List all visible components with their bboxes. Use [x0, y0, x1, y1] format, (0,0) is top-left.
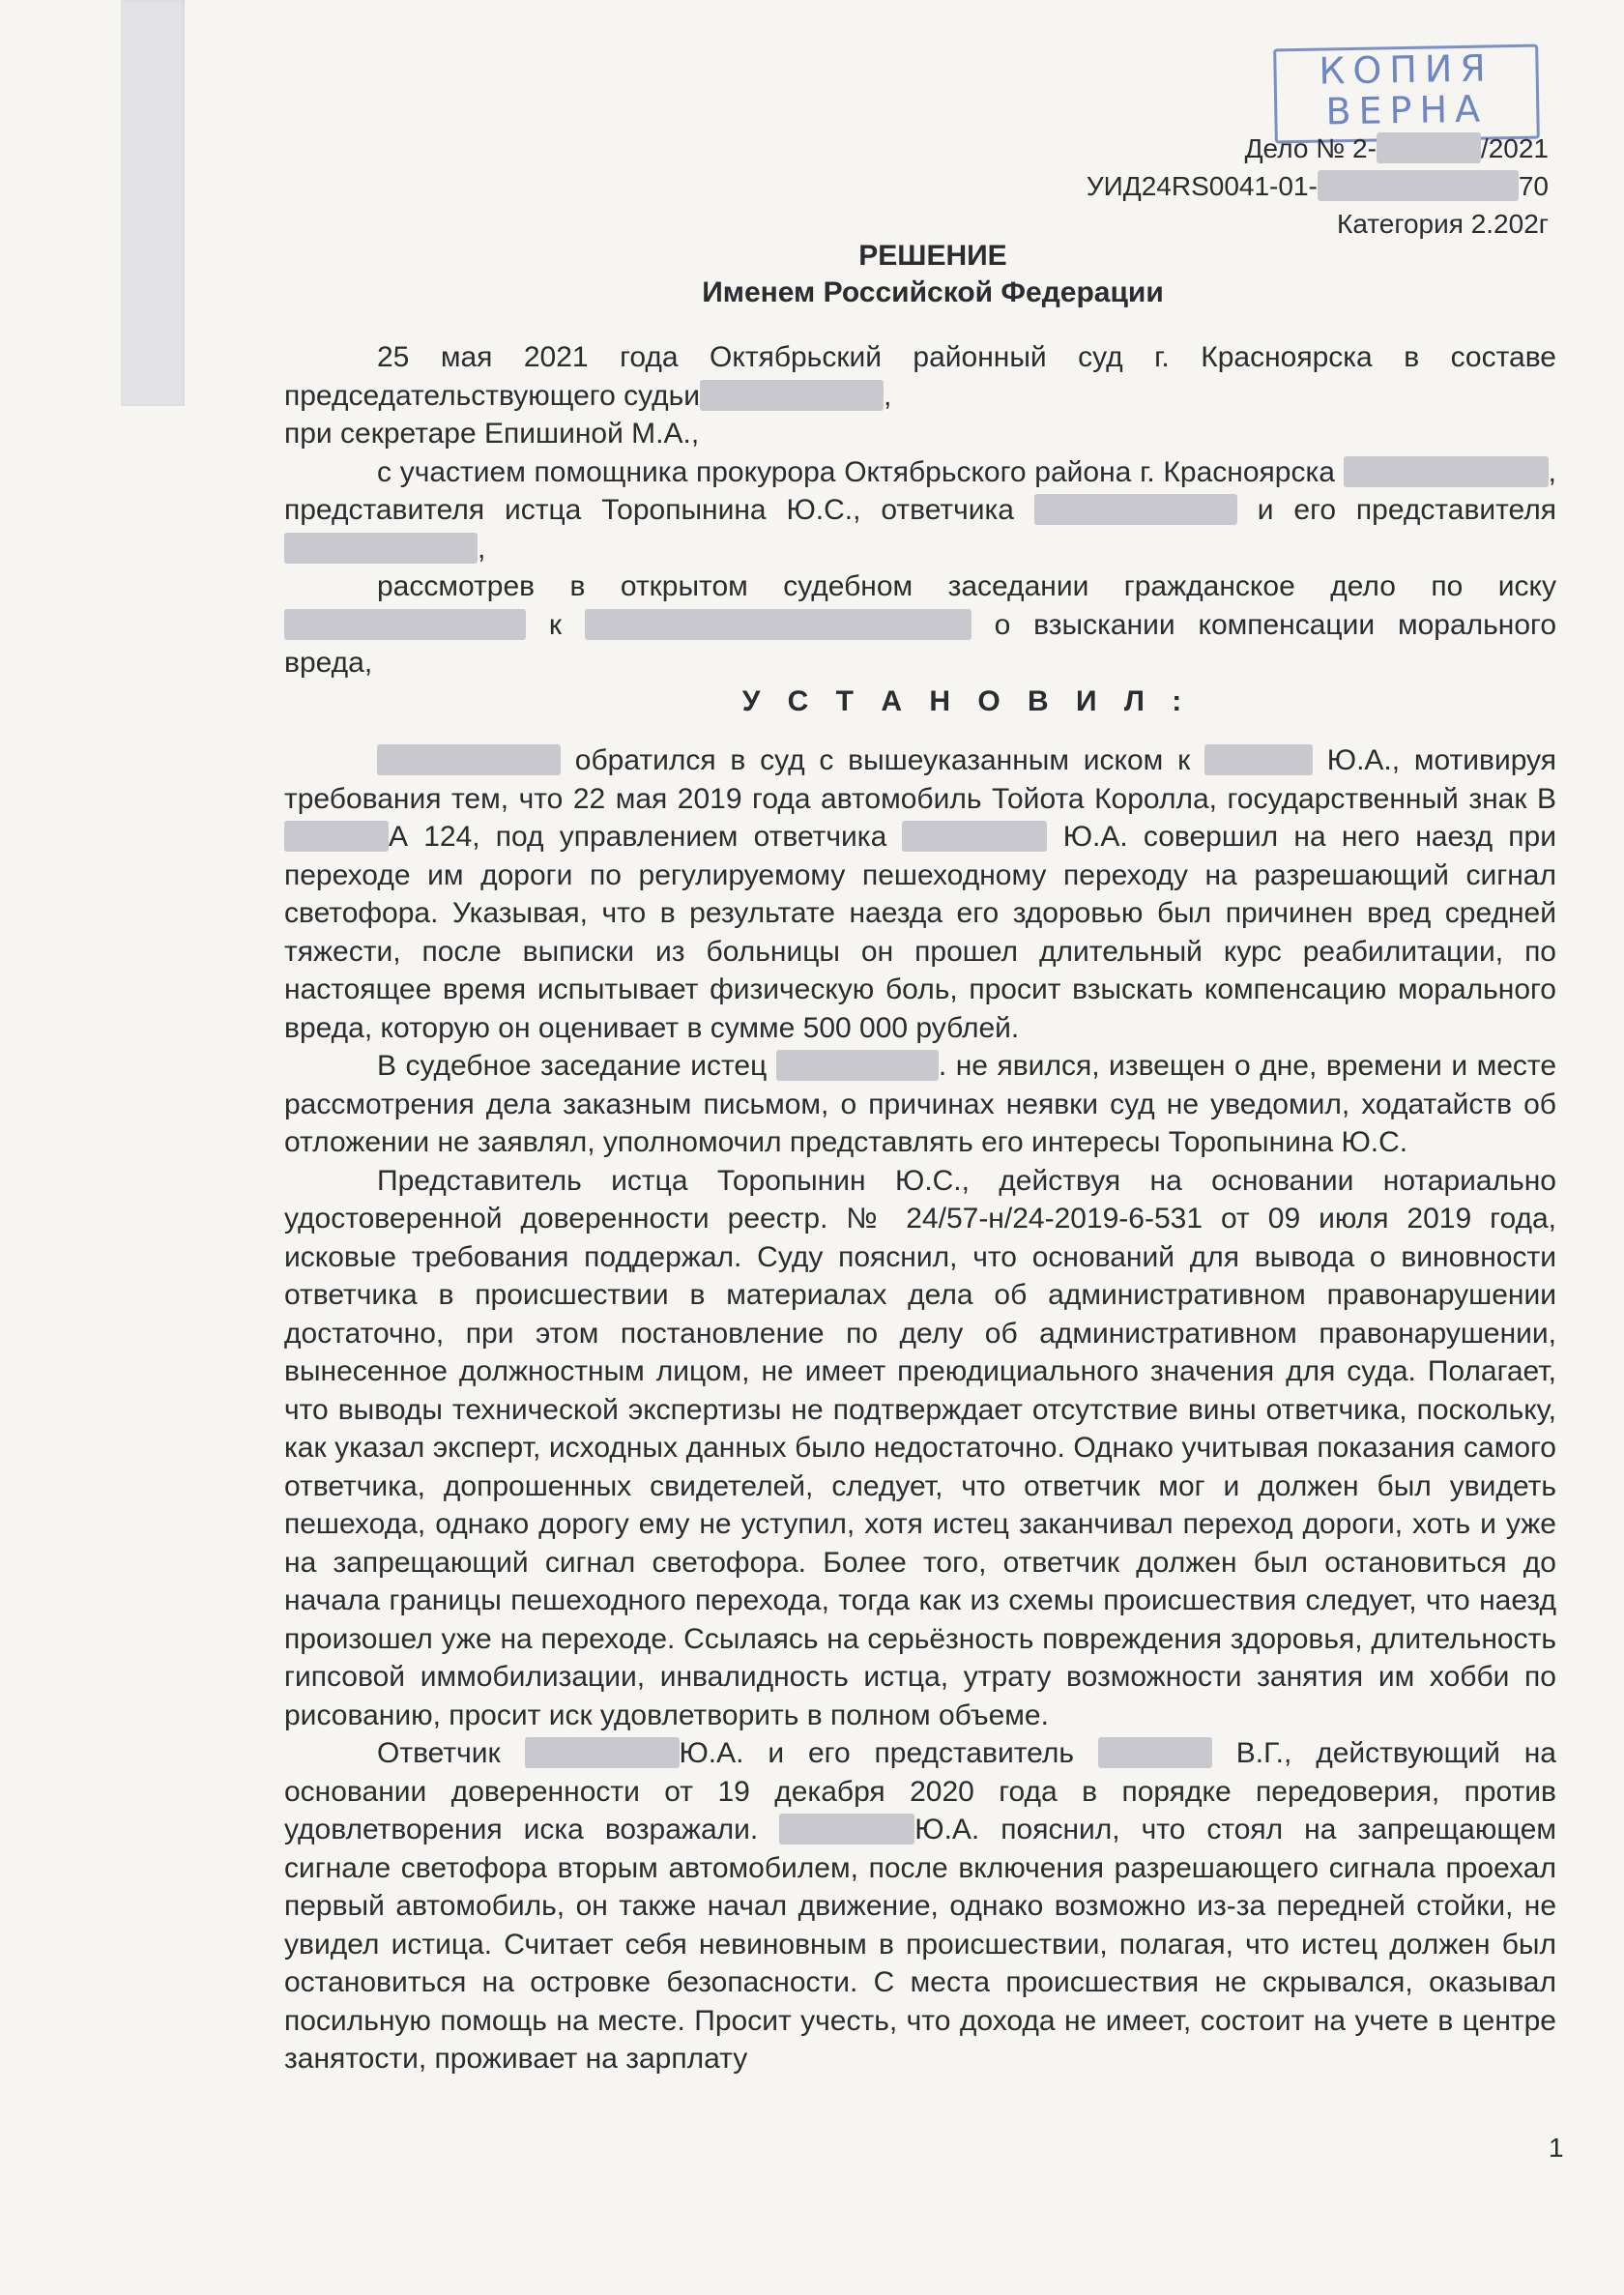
- paper-tab: [121, 0, 185, 406]
- redaction: [1344, 456, 1549, 487]
- uid-prefix: УИД24RS0041-01-: [1086, 171, 1318, 201]
- text: с участием помощника прокурора Октябрьского района г. Красноярска: [377, 455, 1335, 488]
- redaction: [1204, 744, 1313, 775]
- decision-subtitle: Именем Российской Федерации: [702, 276, 1164, 308]
- text: А 124, под управлением ответчика: [389, 821, 887, 853]
- redaction: [1377, 132, 1481, 163]
- case-number-prefix: Дело № 2-: [1244, 133, 1377, 163]
- text: Ю.А. пояснил, что стоял на запрещающем сигнале светофора вторым автомобилем, после включения разрешающего сигнала проехал первый автомобиль, он также начал движение, однако возможно из-за передней стойки, не увидел истица. Считает себя невиновным в происшествии, полагая, что истец должен был остановиться на островке безопасности. С места происшествия не скрывался, оказывал посильную помощь на месте. Просит учесть, что дохода не имеет, состоит на учете в центре занятости, проживает на зарплату: [284, 1814, 1557, 2075]
- redaction: [284, 821, 389, 852]
- claim-paragraph: [284, 741, 1556, 1047]
- case-number: [1245, 130, 1549, 167]
- text: ,: [478, 532, 486, 565]
- redaction: [377, 744, 561, 775]
- redaction: [776, 1050, 939, 1081]
- text: Ответчик: [377, 1737, 501, 1769]
- text: В.Г., действующий на основании доверенности от 19 декабря 2020 года в порядке передоверия, против удовлетворения иска возражали.: [284, 1737, 1556, 1845]
- decision-title: РЕШЕНИЕ: [858, 240, 1007, 272]
- text: 25 мая 2021 года Октябрьский районный суд г. Красноярска в составе председательствующего судьи: [284, 341, 1556, 412]
- document-body: [284, 338, 1556, 2078]
- redaction: [585, 609, 972, 640]
- redaction: [1098, 1737, 1212, 1768]
- text: к: [548, 608, 562, 641]
- redaction: [525, 1737, 680, 1768]
- redaction: [700, 380, 884, 411]
- text: обратился в суд с вышеуказанным иском к: [574, 744, 1191, 776]
- intro-paragraph: [284, 338, 1556, 415]
- text: Ю.А., мотивируя требования тем, что 22 мая 2019 года автомобиль Тойота Королла, государственный знак В: [284, 744, 1556, 815]
- text: Ю.А. совершил на него наезд при переходе им дороги по регулируемому пешеходному переходу на разрешающий сигнал светофора. Указывая, что в результате наезда его здоровью был причинен вред средней тяжести, после выписки из больницы он прошел длительный курс реабилитации, по настоящее время испытывает физическую боль, просит взыскать компенсацию морального вреда, которую он оценивает в сумме 500 000 рублей.: [284, 821, 1556, 1044]
- established-heading: У С Т А Н О В И Л :: [741, 684, 1192, 717]
- redaction: [1034, 494, 1237, 525]
- case-number-suffix: /2021: [1480, 133, 1549, 163]
- redaction: [1318, 170, 1519, 201]
- redaction: [779, 1814, 914, 1845]
- redaction: [284, 533, 478, 564]
- redaction: [284, 609, 526, 640]
- uid-suffix: 70: [1518, 171, 1549, 201]
- copy-stamp: [1273, 44, 1540, 144]
- text: и его представителя: [1257, 494, 1556, 526]
- stamp-line-2: ВЕРНА: [1325, 87, 1489, 133]
- text: Ю.А. и его представитель: [679, 1737, 1074, 1769]
- redaction: [902, 821, 1047, 852]
- stamp-line-1: КОПИЯ: [1319, 46, 1494, 93]
- representative-paragraph: Представитель истца Торопынин Ю.С., действуя на основании нотариально удостоверенной доверенности реестр. № 24/57-н/24-2019-6-531 от 09 июля 2019 года, исковые требования поддержал. Суду пояснил, что оснований для вывода о виновности ответчика в происшествии в материалах дела об административном правонарушении достаточно, при этом постановление по делу об административном правонарушении, вынесенное должностным лицом, не имеет преюдициального значения для суда. Полагает, что выводы технической экспертизы не подтверждает отсутствие вины ответчика, поскольку, как указал эксперт, исходных данных было недостаточно. Однако учитывая показания самого ответчика, допрошенных свидетелей, следует, что ответчик мог и должен был увидеть пешехода, однако дорогу ему не уступил, хотя истец заканчивал переход дороги, хоть и уже на запрещающий сигнал светофора. Более того, ответчик должен был остановиться до начала границы пешеходного перехода, тогда как из схемы происшествия следует, что наезд произошел уже на переходе. Ссылаясь на серьёзность повреждения здоровья, длительность гипсовой иммобилизации, инвалидность истца, утрату возможности занятия им хобби по рисованию, просит иск удовлетворить в полном объеме.: [284, 1164, 1556, 1731]
- participants-paragraph: [284, 453, 1556, 568]
- text: ,: [884, 379, 892, 412]
- defendant-paragraph: [284, 1734, 1556, 2078]
- secretary-line: при секретаре Епишиной М.А.,: [284, 418, 700, 450]
- text: . не явился, извещен о дне, времени и месте рассмотрения дела заказным письмом, о причинах неявки суд не уведомил, ходатайств об отложении не заявлял, уполномочил представлять его интересы Торопынина Ю.С.: [284, 1050, 1557, 1158]
- text: В судебное заседание истец: [377, 1050, 768, 1082]
- category: Категория 2.202г: [1337, 209, 1549, 239]
- plaintiff-absence-paragraph: [284, 1047, 1556, 1162]
- text: , представителя истца Торопынина Ю.С., ответчика: [284, 455, 1556, 526]
- text: о взыскании компенсации морального вреда,: [284, 608, 1556, 679]
- page-number: 1: [1549, 2133, 1564, 2163]
- text: рассмотрев в открытом судебном заседании гражданское дело по иску: [377, 570, 1556, 602]
- uid-number: [1087, 167, 1549, 205]
- consideration-paragraph: [284, 567, 1556, 683]
